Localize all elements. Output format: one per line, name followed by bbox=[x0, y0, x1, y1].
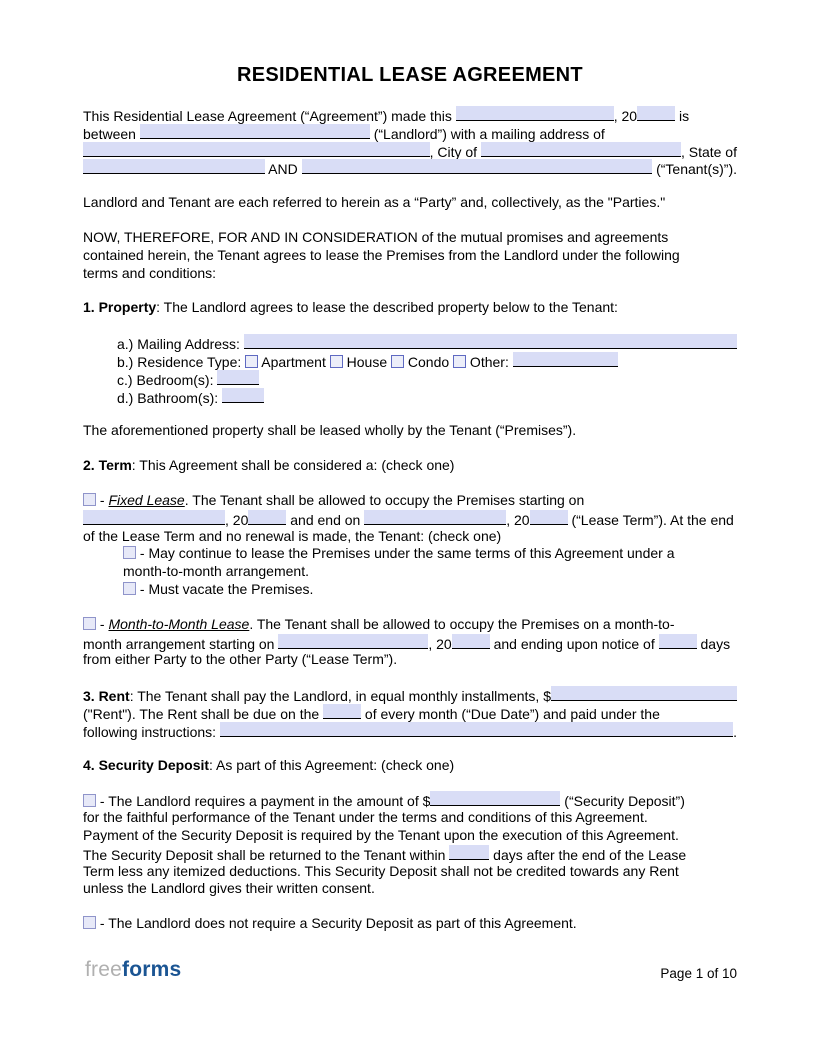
text-run: is bbox=[675, 108, 690, 124]
text-line bbox=[83, 194, 737, 212]
text-line bbox=[83, 722, 737, 740]
blank-field[interactable] bbox=[83, 510, 225, 525]
blank-field[interactable] bbox=[513, 352, 618, 367]
blank-field[interactable] bbox=[244, 334, 737, 349]
no-deposit-option bbox=[83, 915, 737, 933]
section-heading-text: 4. Security Deposit bbox=[83, 756, 210, 773]
logo-text-free: free bbox=[85, 958, 122, 981]
blank-field[interactable] bbox=[551, 686, 737, 701]
deposit-required-option bbox=[83, 791, 737, 898]
blank-field[interactable] bbox=[530, 510, 568, 525]
text-line bbox=[83, 616, 737, 634]
month-to-month-option bbox=[83, 616, 737, 669]
text-run: - May continue to lease the Premises under the same terms of this Agreement under a bbox=[136, 545, 675, 562]
checkbox-field-icon[interactable] bbox=[123, 546, 136, 559]
text-run: Payment of the Security Deposit is required by the Tenant upon the execution of this Agreement. bbox=[83, 826, 679, 843]
text-run: The Security Deposit shall be returned to the Tenant within bbox=[83, 846, 450, 863]
text-run: , 20 bbox=[428, 635, 452, 652]
text-line bbox=[83, 863, 737, 881]
text-line bbox=[83, 229, 737, 247]
text-run: following instructions: bbox=[83, 723, 220, 740]
text-run: - Must vacate the Premises. bbox=[136, 580, 314, 597]
text-run: This Residential Lease Agreement (“Agreement”) made this bbox=[83, 108, 456, 124]
text-run: (“Tenant(s)”). bbox=[652, 161, 737, 178]
text-line bbox=[117, 370, 737, 388]
text-line bbox=[83, 265, 737, 283]
text-line bbox=[83, 634, 737, 652]
text-run: Other: bbox=[466, 353, 513, 370]
lease-type-label: Fixed Lease bbox=[108, 491, 185, 508]
fixed-lease-sub-options bbox=[123, 545, 737, 598]
text-run: Apartment bbox=[258, 353, 330, 370]
text-run: ("Rent"). The Rent shall be due on the bbox=[83, 705, 324, 722]
text-line bbox=[117, 388, 737, 406]
blank-field[interactable] bbox=[456, 106, 614, 121]
blank-field[interactable] bbox=[637, 106, 675, 121]
text-run: c.) Bedroom(s): bbox=[117, 371, 218, 388]
text-run: between bbox=[83, 125, 140, 142]
blank-field[interactable] bbox=[248, 510, 286, 525]
text-run: contained herein, the Tenant agrees to lease the Premises from the Landlord under the following bbox=[83, 246, 680, 263]
freeforms-logo bbox=[85, 958, 181, 982]
text-line bbox=[83, 159, 737, 177]
blank-field[interactable] bbox=[452, 634, 490, 649]
section-3-rent bbox=[83, 686, 737, 739]
text-run: , City of bbox=[429, 143, 481, 160]
text-run: - The Landlord requires a payment in the amount of $ bbox=[96, 793, 431, 810]
choice-checkbox-icon[interactable] bbox=[391, 355, 404, 368]
text-run: The aforementioned property shall be leased wholly by the Tenant (“Premises”). bbox=[83, 422, 577, 439]
page-number: Page 1 of 10 bbox=[660, 966, 737, 981]
text-run: . bbox=[733, 723, 737, 740]
section-1-property-heading bbox=[83, 299, 737, 317]
choice-checkbox-icon[interactable] bbox=[453, 355, 466, 368]
blank-field[interactable] bbox=[659, 634, 697, 649]
text-run: terms and conditions: bbox=[83, 264, 217, 281]
section-4-security-deposit-heading bbox=[83, 757, 737, 775]
text-line bbox=[83, 106, 737, 124]
checkbox-field-icon[interactable] bbox=[83, 916, 96, 929]
checkbox-field-icon[interactable] bbox=[83, 617, 96, 630]
text-line bbox=[83, 510, 737, 528]
text-line bbox=[83, 809, 737, 827]
text-run: and end on bbox=[286, 511, 365, 528]
text-line bbox=[117, 352, 737, 370]
text-line bbox=[83, 704, 737, 722]
blank-field[interactable] bbox=[217, 370, 259, 385]
text-run: for the faithful performance of the Tenant under the terms and conditions of this Agreement. bbox=[83, 809, 648, 826]
blank-field[interactable] bbox=[278, 634, 428, 649]
text-run: b.) Residence Type: bbox=[117, 353, 246, 370]
blank-field[interactable] bbox=[481, 142, 681, 157]
consideration-paragraph bbox=[83, 229, 737, 282]
text-line bbox=[83, 827, 737, 845]
text-line bbox=[83, 299, 737, 317]
text-run: month-to-month arrangement. bbox=[123, 563, 309, 580]
fixed-lease-option bbox=[83, 492, 737, 545]
text-run: Condo bbox=[404, 353, 454, 370]
lease-type-label: Month-to-Month Lease bbox=[108, 615, 250, 632]
choice-checkbox-icon[interactable] bbox=[245, 355, 258, 368]
text-line bbox=[83, 142, 737, 160]
text-line bbox=[83, 686, 737, 704]
blank-field[interactable] bbox=[449, 845, 489, 860]
blank-field[interactable] bbox=[83, 142, 430, 157]
blank-field[interactable] bbox=[220, 722, 733, 737]
text-run: : The Landlord agrees to lease the described property below to the Tenant: bbox=[156, 299, 618, 316]
logo-text-forms: forms bbox=[122, 958, 182, 981]
text-run: . The Tenant shall be allowed to occupy the Premises on a month-to- bbox=[249, 615, 675, 632]
text-run: , 20 bbox=[506, 511, 530, 528]
section-2-term-heading bbox=[83, 457, 737, 475]
text-line bbox=[123, 581, 737, 599]
text-run: (“Security Deposit”) bbox=[560, 793, 685, 810]
text-run: and ending upon notice of bbox=[489, 635, 659, 652]
premises-paragraph bbox=[83, 422, 737, 440]
text-run: a.) Mailing Address: bbox=[117, 336, 244, 353]
document-body bbox=[83, 106, 737, 933]
text-line bbox=[83, 247, 737, 265]
text-line bbox=[83, 757, 737, 775]
text-line bbox=[83, 492, 737, 510]
section-heading-text: 1. Property bbox=[83, 299, 157, 316]
checkbox-field-icon[interactable] bbox=[123, 582, 136, 595]
text-line bbox=[83, 915, 737, 933]
blank-field[interactable] bbox=[364, 510, 506, 525]
text-run: AND bbox=[265, 161, 302, 178]
text-line bbox=[83, 651, 737, 669]
text-run: . The Tenant shall be allowed to occupy the Premises starting on bbox=[184, 491, 585, 508]
page-title: RESIDENTIAL LEASE AGREEMENT bbox=[237, 64, 583, 86]
text-run: : The Tenant shall pay the Landlord, in equal monthly installments, $ bbox=[129, 688, 551, 705]
text-line bbox=[117, 334, 737, 352]
text-run: Landlord and Tenant are each referred to herein as a “Party” and, collectively, as the "Parties." bbox=[83, 194, 666, 211]
blank-field[interactable] bbox=[323, 704, 361, 719]
text-line bbox=[123, 563, 737, 581]
text-run: Term less any itemized deductions. This Security Deposit shall not be credited towards any Rent bbox=[83, 862, 679, 879]
text-run: (“Landlord”) with a mailing address of bbox=[369, 125, 605, 142]
blank-field[interactable] bbox=[430, 791, 560, 806]
text-line bbox=[83, 124, 737, 142]
text-run: unless the Landlord gives their written consent. bbox=[83, 880, 375, 897]
text-run: month arrangement starting on bbox=[83, 635, 279, 652]
text-run: House bbox=[342, 353, 391, 370]
text-run: of the Lease Term and no renewal is made, the Tenant: (check one) bbox=[83, 527, 502, 544]
text-run: , 20 bbox=[225, 511, 249, 528]
text-line bbox=[83, 528, 737, 546]
checkbox-field-icon[interactable] bbox=[83, 493, 96, 506]
text-run: d.) Bathroom(s): bbox=[117, 389, 223, 406]
text-line bbox=[123, 545, 737, 563]
text-run: days after the end of the Lease bbox=[489, 846, 687, 863]
text-run: - bbox=[96, 615, 109, 632]
text-run: (“Lease Term”). At the end bbox=[567, 511, 734, 528]
text-line bbox=[83, 791, 737, 809]
text-line bbox=[83, 880, 737, 898]
text-run: of every month (“Due Date”) and paid under the bbox=[361, 705, 660, 722]
text-line bbox=[83, 457, 737, 475]
text-run: : This Agreement shall be considered a: (check one) bbox=[131, 457, 455, 474]
text-run: , 20 bbox=[613, 108, 638, 124]
text-line bbox=[83, 422, 737, 440]
section-heading-text: 2. Term bbox=[83, 457, 132, 474]
intro-paragraph bbox=[83, 106, 737, 177]
text-run: - bbox=[96, 491, 109, 508]
text-run: days bbox=[696, 635, 731, 652]
text-run: from either Party to the other Party (“Lease Term”). bbox=[83, 651, 398, 668]
blank-field[interactable] bbox=[140, 124, 370, 139]
property-details-list bbox=[117, 334, 737, 405]
text-run: - The Landlord does not require a Security Deposit as part of this Agreement. bbox=[96, 915, 577, 932]
text-run: , State of bbox=[680, 143, 737, 160]
parties-paragraph bbox=[83, 194, 737, 212]
text-run: : As part of this Agreement: (check one) bbox=[209, 756, 455, 773]
blank-field[interactable] bbox=[83, 159, 265, 174]
page-footer bbox=[85, 958, 737, 982]
text-line bbox=[83, 845, 737, 863]
checkbox-field-icon[interactable] bbox=[83, 794, 96, 807]
section-heading-text: 3. Rent bbox=[83, 688, 130, 705]
text-run: NOW, THEREFORE, FOR AND IN CONSIDERATION of the mutual promises and agreements bbox=[83, 228, 669, 245]
blank-field[interactable] bbox=[302, 159, 653, 174]
blank-field[interactable] bbox=[222, 388, 264, 403]
choice-checkbox-icon[interactable] bbox=[330, 355, 343, 368]
